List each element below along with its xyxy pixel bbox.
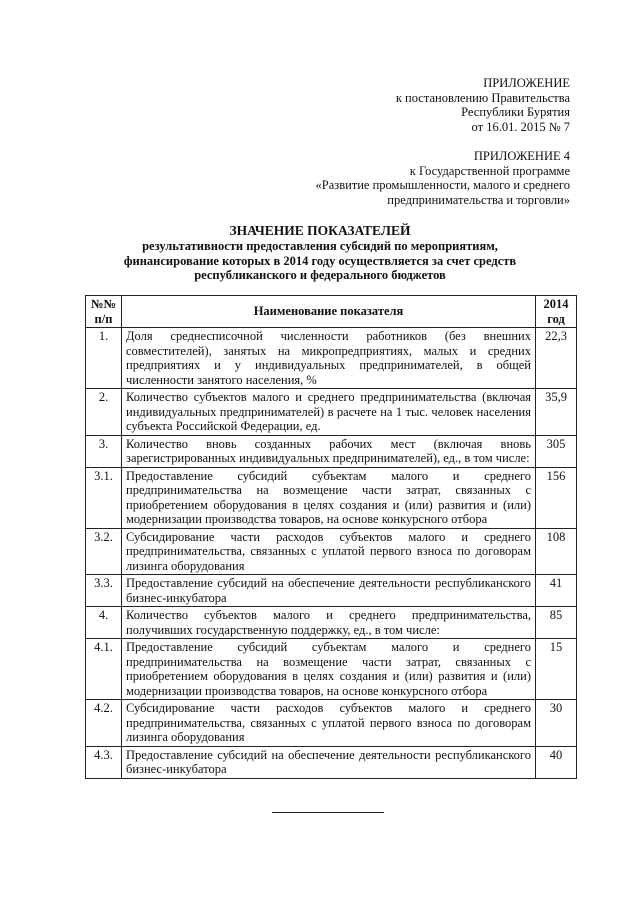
row-indicator-name: Предоставление субсидий на обеспечение деятельности республиканского бизнес-инкубатора <box>122 746 536 778</box>
row-indicator-name: Количество субъектов малого и среднего предпринимательства, получивших государственную поддержку, ед., в том числе: <box>122 607 536 639</box>
row-value: 156 <box>536 467 577 528</box>
appendix-block <box>396 76 570 134</box>
row-value: 85 <box>536 607 577 639</box>
table-row <box>86 639 577 700</box>
appendix4-title: ПРИЛОЖЕНИЕ 4 <box>473 149 570 163</box>
indicators-table <box>85 295 577 779</box>
table-row <box>86 328 577 389</box>
row-value: 15 <box>536 639 577 700</box>
row-value: 22,3 <box>536 328 577 389</box>
row-number: 1. <box>86 328 122 389</box>
appendix-line: Республики Бурятия <box>461 105 570 119</box>
column-header-year-line2: год <box>547 311 565 326</box>
row-indicator-name: Предоставление субсидий на обеспечение деятельности республиканского бизнес-инкубатора <box>122 575 536 607</box>
row-value: 305 <box>536 435 577 467</box>
row-number: 3.1. <box>86 467 122 528</box>
appendix-date: от 16.01. 2015 № 7 <box>471 119 570 134</box>
table-row <box>86 389 577 436</box>
row-indicator-name: Субсидирование части расходов субъектов малого и среднего предпринимательства, связанных с уплатой первого взноса по договорам лизинга оборудования <box>122 528 536 575</box>
heading-line: республиканского и федерального бюджетов <box>194 268 446 282</box>
row-number: 4.3. <box>86 746 122 778</box>
row-value: 30 <box>536 700 577 747</box>
row-number: 4.1. <box>86 639 122 700</box>
row-indicator-name: Количество субъектов малого и среднего предпринимательства (включая индивидуальных предпринимателей) в расчете на 1 тыс. человек населения субъекта Российской Федерации, ед. <box>122 389 536 436</box>
table-row <box>86 528 577 575</box>
row-indicator-name: Количество вновь созданных рабочих мест (включая вновь зарегистрированных индивидуальных предпринимателей), ед., в том числе: <box>122 435 536 467</box>
table-row <box>86 467 577 528</box>
table-row <box>86 746 577 778</box>
table-header-row <box>86 296 577 328</box>
row-number: 2. <box>86 389 122 436</box>
table-row <box>86 575 577 607</box>
row-number: 3.2. <box>86 528 122 575</box>
table-row <box>86 700 577 747</box>
column-header-name: Наименование показателя <box>122 296 536 328</box>
appendix-title: ПРИЛОЖЕНИЕ <box>483 76 570 90</box>
column-header-number-line2: п/п <box>94 311 113 326</box>
footer-divider <box>272 812 384 813</box>
appendix-line: к постановлению Правительства <box>395 90 570 105</box>
row-number: 3. <box>86 435 122 467</box>
column-header-number-line1: №№ <box>90 297 117 311</box>
column-header-year <box>536 296 577 328</box>
appendix4-block <box>316 149 571 207</box>
row-indicator-name: Субсидирование части расходов субъектов малого и среднего предпринимательства, связанных с уплатой первого взноса по договорам лизинга оборудования <box>122 700 536 747</box>
row-number: 4.2. <box>86 700 122 747</box>
row-indicator-name: Предоставление субсидий субъектам малого и среднего предпринимательства на возмещение части затрат, связанных с приобретением оборудования в целях создания и (или) развития и (или) модернизации производства товаров, на основе конкурсного отбора <box>122 467 536 528</box>
row-value: 41 <box>536 575 577 607</box>
document-heading <box>60 223 580 283</box>
appendix4-line: к Государственной программе <box>409 163 570 178</box>
row-indicator-name: Доля среднесписочной численности работников (без внешних совместителей), занятых на микропредприятиях, малых и средних предприятиях и у индивидуальных предпринимателей, в общей численности занятого населения, % <box>122 328 536 389</box>
heading-line: финансирование которых в 2014 году осуществляется за счет средств <box>123 253 517 268</box>
row-value: 40 <box>536 746 577 778</box>
appendix4-line: предпринимательства и торговли» <box>387 192 570 207</box>
row-number: 4. <box>86 607 122 639</box>
table-row <box>86 435 577 467</box>
column-header-year-line1: 2014 <box>543 297 569 311</box>
heading-title: ЗНАЧЕНИЕ ПОКАЗАТЕЛЕЙ <box>229 223 411 238</box>
appendix4-line: «Развитие промышленности, малого и среднего <box>315 178 570 192</box>
row-value: 35,9 <box>536 389 577 436</box>
row-indicator-name: Предоставление субсидий субъектам малого и среднего предпринимательства на возмещение части затрат, связанных с приобретением оборудования в целях создания и (или) развития и (или) модернизации производства товаров, на основе конкурсного отбора <box>122 639 536 700</box>
table-row <box>86 607 577 639</box>
row-value: 108 <box>536 528 577 575</box>
row-number: 3.3. <box>86 575 122 607</box>
column-header-number <box>86 296 122 328</box>
heading-line: результативности предоставления субсидий по мероприятиям, <box>142 239 498 253</box>
